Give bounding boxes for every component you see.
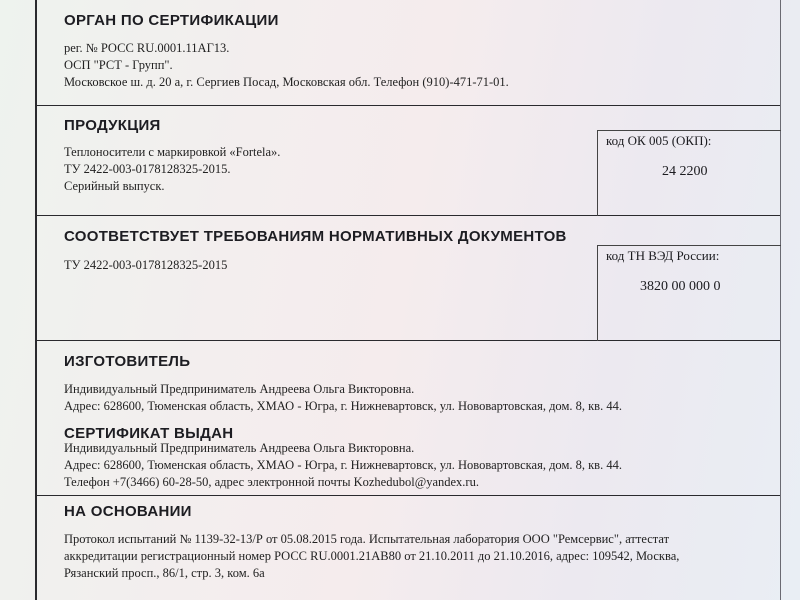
manufacturer-heading: ИЗГОТОВИТЕЛЬ — [64, 353, 191, 370]
issued-line: Телефон +7(3466) 60-28-50, адрес электронной почты Kozhedubol@yandex.ru. — [64, 475, 479, 489]
issued-line: Адрес: 628600, Тюменская область, ХМАО - Югра, г. Нижневартовск, ул. Нововартовская, дом. 8, кв. 44. — [64, 458, 622, 472]
organ-line: Московское ш. д. 20 а, г. Сергиев Посад, Московская обл. Телефон (910)-471-71-01. — [64, 75, 509, 89]
organ-line: рег. № РОСС RU.0001.11АГ13. — [64, 41, 230, 55]
product-heading: ПРОДУКЦИЯ — [64, 117, 161, 134]
basis-line: Протокол испытаний № 1139-32-13/Р от 05.08.2015 года. Испытательная лаборатория ООО "Ремсервис", аттестат — [64, 532, 670, 546]
tnved-code-label: код ТН ВЭД России: — [606, 248, 720, 263]
manufacturer-line: Адрес: 628600, Тюменская область, ХМАО - Югра, г. Нижневартовск, ул. Нововартовская, дом. 8, кв. 44. — [64, 399, 622, 413]
issued-heading: СЕРТИФИКАТ ВЫДАН — [64, 425, 234, 442]
product-line: Серийный выпуск. — [64, 179, 165, 193]
product-line: Теплоносители с маркировкой «Fortela». — [64, 145, 281, 159]
product-line: ТУ 2422-003-0178128325-2015. — [64, 162, 231, 176]
manufacturer-line: Индивидуальный Предприниматель Андреева Ольга Викторовна. — [64, 382, 415, 396]
organ-line: ОСП "РСТ - Групп". — [64, 58, 173, 72]
section-divider — [37, 105, 780, 106]
basis-line: аккредитации регистрационный номер РОСС RU.0001.21АВ80 от 21.10.2011 до 21.10.2016, адрес: 109542, Москва, — [64, 549, 680, 563]
okp-code-label: код ОК 005 (ОКП): — [606, 133, 712, 148]
organ-heading: ОРГАН ПО СЕРТИФИКАЦИИ — [64, 12, 279, 29]
conformity-line: ТУ 2422-003-0178128325-2015 — [64, 258, 228, 272]
okp-code-value: 24 2200 — [662, 164, 708, 179]
basis-heading: НА ОСНОВАНИИ — [64, 503, 192, 520]
issued-line: Индивидуальный Предприниматель Андреева Ольга Викторовна. — [64, 441, 415, 455]
tnved-code-box — [597, 245, 781, 341]
tnved-code-value: 3820 00 000 0 — [640, 279, 721, 294]
basis-line: Рязанский просп., 86/1, стр. 3, ком. 6а — [64, 566, 265, 580]
section-divider — [37, 495, 780, 496]
frame-left-border — [35, 0, 37, 600]
conformity-heading: СООТВЕТСТВУЕТ ТРЕБОВАНИЯМ НОРМАТИВНЫХ ДОКУМЕНТОВ — [64, 228, 567, 245]
okp-code-box — [597, 130, 781, 216]
